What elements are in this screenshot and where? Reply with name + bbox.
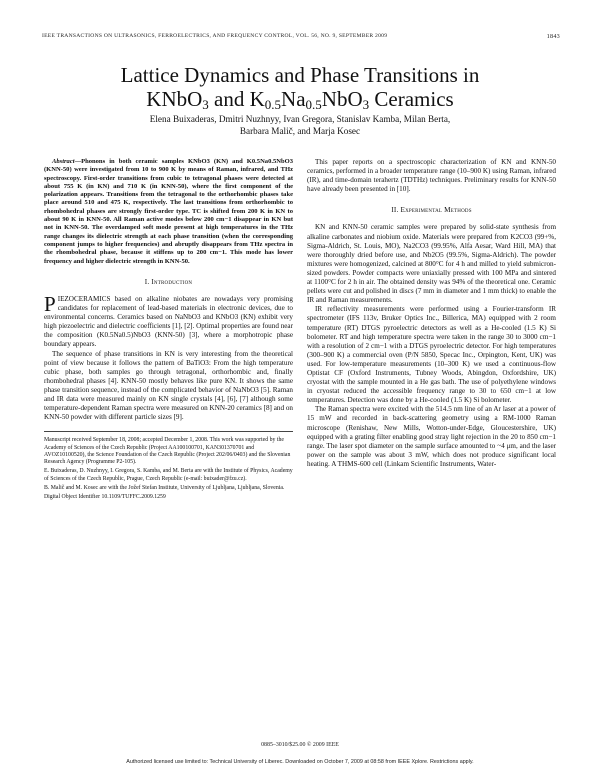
methods-paragraph-1: KN and KNN-50 ceramic samples were prepared by solid-state synthesis from alkaline carbonates and niobium oxide. Materials were prepared from K2CO3 (99+%, Sigma-Aldrich, St. Louis, MO), Na2CO3 (99.95%, Alfa Aesar, Ward Hill, MA) that were thoroughly dried before use, and Nb2O5 (99.5%, Sigma-Aldrich). The powder mixtures were homogenized, calcined at 800°C for 4 h and milled to yield submicron-sized powders. Powder compacts were uniaxially pressed with 100 MPa and sintered at 1100°C for 2 h in air. The obtained density was 94% of the theoretical one. Ceramic pellets were cut and polished in discs (7 mm in diameter and 1 mm thick) to enable the IR and Raman measurements. xyxy=(307,223,556,305)
title-line-1: Lattice Dynamics and Phase Transitions in xyxy=(120,63,480,87)
intro-paragraph-1: PIEZOCERAMICS based on alkaline niobates are nowadays very promising candidates for replacement of lead-based materials in electronic devices, due to environmental concerns. Ceramics based on NaNbO3 and KNbO3 (KN) exhibit very high piezoelectric and dielectric coefficients [1], [2]. Optimal properties are found near the composition (K0.5Na0.5)NbO3 (KNN-50) [3], where a morphotropic phase boundary appears. xyxy=(44,291,293,349)
footnote-affiliation-1: E. Buixaderas, D. Nuzhnyy, I. Gregora, S. Kamba, and M. Berta are with the Institute of Physics, Academy of Sciences of the Czech Republic, Prague, Czech Republic (e-mail: buixader@fzu.cz). xyxy=(44,468,293,482)
footnote-affiliation-2: B. Malič and M. Kosec are with the Jožef Stefan Institute, University of Ljubljana, Ljubljana, Slovenia. xyxy=(44,485,285,492)
abstract-text: —Phonons in both ceramic samples KNbO3 (KN) and K0.5Na0.5NbO3 (KNN-50) were investigated from 10 to 900 K by means of Raman, infrared, and THz spectroscopy. First-order transitions from cubic to tetragonal phases were detected at about 755 K (in KN) and 710 K (in KNN-50), where the first component of the polarization appears. Transitions from the tetragonal to the orthorhombic phases take place around 510 and 475 K, respectively. The last transitions from orthorhombic to rhombohedral phases are strongly first-order type. TC is shifted from 200 K in KN to about 90 K in KNN-50. All Raman active modes below 200 cm−1 disappear in KN but not in KNN-50. The overdamped soft mode present at high temperatures in the THz range changes its dielectric strength at each phase transition (when the corresponding component jumps to higher frequencies) and abruptly disappears from THz spectra in the rhombohedral phase, because it stiffens up to 200 cm−1. This mode has lower frequency and higher dielectric strength in KNN-50. xyxy=(44,158,293,265)
right-column xyxy=(307,158,556,469)
left-column xyxy=(44,158,293,504)
abstract-label: Abstract xyxy=(52,158,75,165)
footnote-doi: Digital Object Identifier 10.1109/TUFFC.2009.1259 xyxy=(44,494,166,501)
page-number: 1843 xyxy=(546,33,560,40)
intro-paragraph-2: The sequence of phase transitions in KN is very interesting from the theoretical point of view because it follows the pattern of BaTiO3: From the high temperature cubic phase, both samples go through tetragonal, orthorhombic and, finally rhombohedral phases [4]. KNN-50 mostly behaves like pure KN. It shows the same phase transition sequence, instead of the complicated behavior of NaNbO3 [5]. Raman and IR data were measured mainly on KN single crystals [4], [6], [7] although some temperature-dependent Raman spectra were measured on KNN-20 ceramics [8] and on KNN-50 powder with different particle sizes [9]. xyxy=(44,349,293,422)
author-list xyxy=(90,113,510,137)
drop-cap: P xyxy=(44,291,56,316)
footnotes xyxy=(44,431,293,501)
issn-copyright: 0885–3010/$25.00 © 2009 IEEE xyxy=(261,742,339,748)
authors-line-1: Elena Buixaderas, Dmitri Nuzhnyy, Ivan Gregora, Stanislav Kamba, Milan Berta, xyxy=(149,114,451,124)
section-heading-introduction: I. Introduction xyxy=(144,277,193,286)
journal-header: IEEE TRANSACTIONS ON ULTRASONICS, FERROELECTRICS, AND FREQUENCY CONTROL, VOL. 56, NO. 9, SEPTEMBER 2009 xyxy=(42,33,388,39)
intro-paragraph-3: This paper reports on a spectroscopic characterization of KN and KNN-50 ceramics, performed in a broader temperature range (10–900 K) using Raman, infrared (IR), and time-domain terahertz (TDTHz) techniques. Preliminary results for KNN-50 have already been presented in [10]. xyxy=(307,158,556,194)
title-line-2: KNbO$_3$ and $K_{0.5}Na_{0.5}NbO_3$ Ceramics xyxy=(146,87,454,112)
footnote-manuscript: Manuscript received September 18, 2008; accepted December 1, 2008. This work was supported by the Academy of Sciences of the Czech Republic (Project AA100100701, KAN301370701 and AVOZ10100520), the Science Foundation of the Czech Republic (Project 202/06/0403) and the Slovenian Research Agency (Programme P2-105). xyxy=(44,437,291,466)
paper-title xyxy=(40,63,560,111)
methods-paragraph-3: The Raman spectra were excited with the 514.5 nm line of an Ar laser at a power of 15 mW and recorded in back-scattering geometry using a RM-1000 Raman microscope (Renishaw, New Mills, Wotton-under-Edge, Gloucestershire, UK) equipped with a grating filter enabling good stray light rejection in the 20 to 850 cm−1 range. The laser spot diameter on the sample surface amounted to ~4 μm, and the laser power on the sample was about 3 mW, which does not produce significant local heating. A THMS-600 cell (Linkam Scientific Instruments, Water- xyxy=(307,405,556,468)
authors-line-2: Barbara Malič, and Marja Kosec xyxy=(239,126,361,136)
section-heading-methods: II. Experimental Methods xyxy=(391,206,472,215)
running-header xyxy=(42,33,560,43)
download-notice: Authorized licensed use limited to: Technical University of Liberec. Downloaded on October 7, 2009 at 08:58 from IEEE Xplore. Restrictions apply. xyxy=(126,759,474,765)
abstract xyxy=(44,158,293,266)
methods-paragraph-2: IR reflectivity measurements were performed using a Fourier-transform IR spectrometer (IFS 113v, Bruker Optics Inc., Billerica, MA) equipped with 2 room temperature (RT) DTGS pyroelectric detectors as well as a He-cooled (1.5 K) Si bolometer. RT and high temperature spectra were taken in the range 30 to 3000 cm−1 with a resolution of 2 cm−1 with a DTGS pyroelectric detector. For high temperatures (300–900 K) a commercial oven (P/N 5850, Specac Inc., Orpington, Kent, UK) was used. For low-temperature measurements (10–300 K) we used a continuous-flow Optistat CF (Oxford Instruments, Tubney Woods, Abingdon, Oxfordshire, UK) cryostat with the sample mounted in a He gas bath. The use of polyethylene windows in cryostat reduced the accessible frequency range to 30 to 650 cm−1 at low temperatures. Detection was done by a He-cooled (1.5 K) Si bolometer. xyxy=(307,305,556,405)
